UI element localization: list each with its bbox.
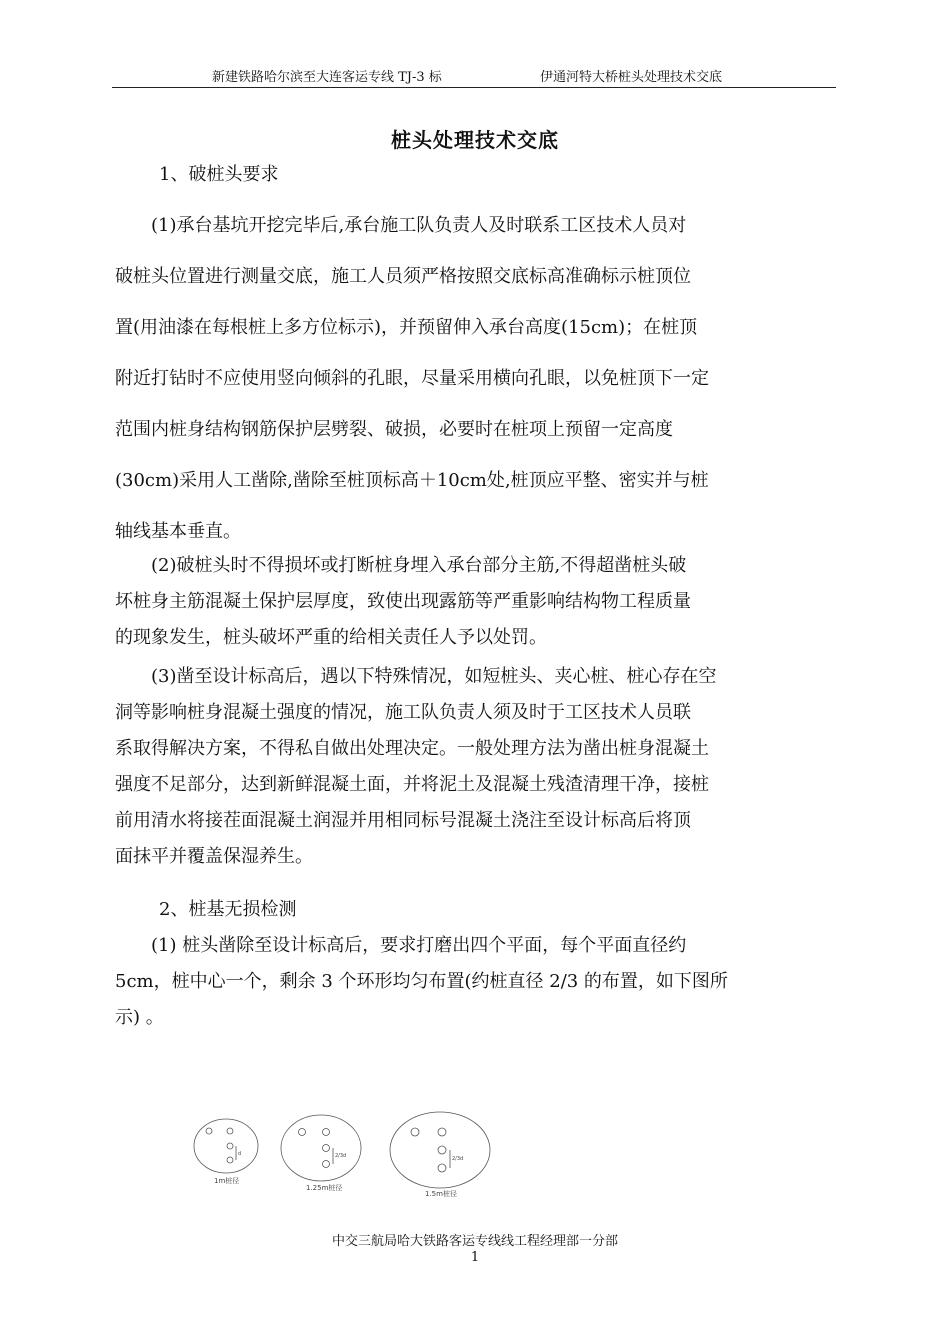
test-plane	[206, 1128, 212, 1134]
pile-1-25m-caption: 1.25m桩径	[306, 1184, 343, 1192]
section2-paragraph1	[115, 928, 839, 1036]
text-line: (1) 桩头凿除至设计标高后，要求打磨出四个平面，每个平面直径约	[151, 935, 687, 956]
pile-1m-caption: 1m桩径	[214, 1177, 240, 1185]
test-plane	[411, 1128, 419, 1136]
text-line: 面抹平并覆盖保湿养生。	[115, 846, 313, 867]
section1-paragraph2	[115, 548, 839, 656]
pile-1-5m-figure	[390, 1112, 490, 1188]
test-plane	[323, 1145, 330, 1152]
test-plane	[227, 1128, 233, 1134]
heading-text: 1、破桩头要求	[159, 164, 279, 185]
header-project: 新建铁路哈尔滨至大连客运专线 TJ-3 标	[212, 70, 442, 85]
text-line: 系取得解决方案，不得私自做出处理决定。一般处理方法为凿出桩身混凝土	[115, 738, 709, 759]
pile-outline	[194, 1119, 258, 1173]
text-line: 强度不足部分，达到新鲜混凝土面，并将泥土及混凝土残渣清理干净，接桩	[115, 774, 709, 795]
dimension-label: 2/3d	[452, 1156, 464, 1162]
section2-heading	[115, 892, 839, 928]
dimension-label: 2/3d	[335, 1153, 347, 1159]
text-line: 轴线基本垂直。	[115, 521, 241, 542]
test-plane	[299, 1129, 306, 1136]
text-line: 破桩头位置进行测量交底，施工人员须严格按照交底标高准确标示桩顶位	[115, 266, 691, 287]
pile-outline	[281, 1115, 361, 1181]
text-line: 前用清水将接茬面混凝土润湿并用相同标号混凝土浇注至设计标高后将顶	[115, 810, 691, 831]
pile-1-25m-figure	[281, 1115, 361, 1181]
test-plane	[323, 1161, 330, 1168]
text-line: 范围内桩身结构钢筋保护层劈裂、破损，必要时在桩项上预留一定高度	[115, 419, 673, 440]
header-rule	[112, 87, 836, 88]
dimension-label: d	[238, 1151, 242, 1157]
page-footer: 中交三航局哈大铁路客运专线线工程经理部一分部	[331, 1234, 618, 1249]
test-plane	[438, 1146, 446, 1154]
test-plane	[227, 1143, 233, 1149]
pile-1m-figure	[194, 1119, 258, 1173]
test-plane	[438, 1128, 446, 1136]
text-line: 坏桩身主筋混凝土保护层厚度，致使出现露筋等严重影响结构物工程质量	[115, 591, 691, 612]
page-header	[112, 64, 836, 86]
pile-1-5m-caption: 1.5m桩径	[425, 1190, 457, 1198]
text-line: 5cm，桩中心一个，剩余 3 个环形均匀布置(约桩直径 2/3 的布置，如下图所	[115, 971, 728, 992]
pile-test-diagram	[190, 1110, 510, 1200]
text-line: 示) 。	[115, 1007, 164, 1028]
section1-paragraph3	[115, 659, 839, 875]
text-line: (30cm)采用人工凿除,凿除至桩顶标高＋10cm处,桩顶应平整、密实并与桩	[115, 470, 709, 491]
text-line: 附近打钻时不应使用竖向倾斜的孔眼，尽量采用横向孔眼，以免桩顶下一定	[115, 368, 709, 389]
text-line: (2)破桩头时不得损坏或打断桩身埋入承台部分主筋,不得超凿桩头破	[151, 555, 687, 576]
text-line: 洞等影响桩身混凝土强度的情况，施工队负责人须及时于工区技术人员联	[115, 702, 691, 723]
test-plane	[323, 1129, 330, 1136]
text-line: (1)承台基坑开挖完毕后,承台施工队负责人及时联系工区技术人员对	[151, 215, 687, 236]
text-line: 的现象发生，桩头破坏严重的给相关责任人予以处罚。	[115, 627, 547, 648]
section1-heading	[115, 160, 839, 190]
document-title: 桩头处理技术交底	[391, 128, 559, 152]
text-line: 置(用油漆在每根桩上多方位标示)，并预留伸入承台高度(15cm)；在桩顶	[115, 317, 698, 338]
pile-outline	[390, 1112, 490, 1188]
heading-text: 2、桩基无损检测	[159, 899, 297, 920]
test-plane	[227, 1157, 233, 1163]
header-doc-title: 伊通河特大桥桩头处理技术交底	[540, 70, 723, 85]
test-plane	[438, 1164, 446, 1172]
text-line: (3)凿至设计标高后，遇以下特殊情况，如短桩头、夹心桩、桩心存在空	[151, 666, 717, 687]
section1-paragraph1	[115, 200, 839, 557]
page-number: 1	[470, 1250, 480, 1265]
